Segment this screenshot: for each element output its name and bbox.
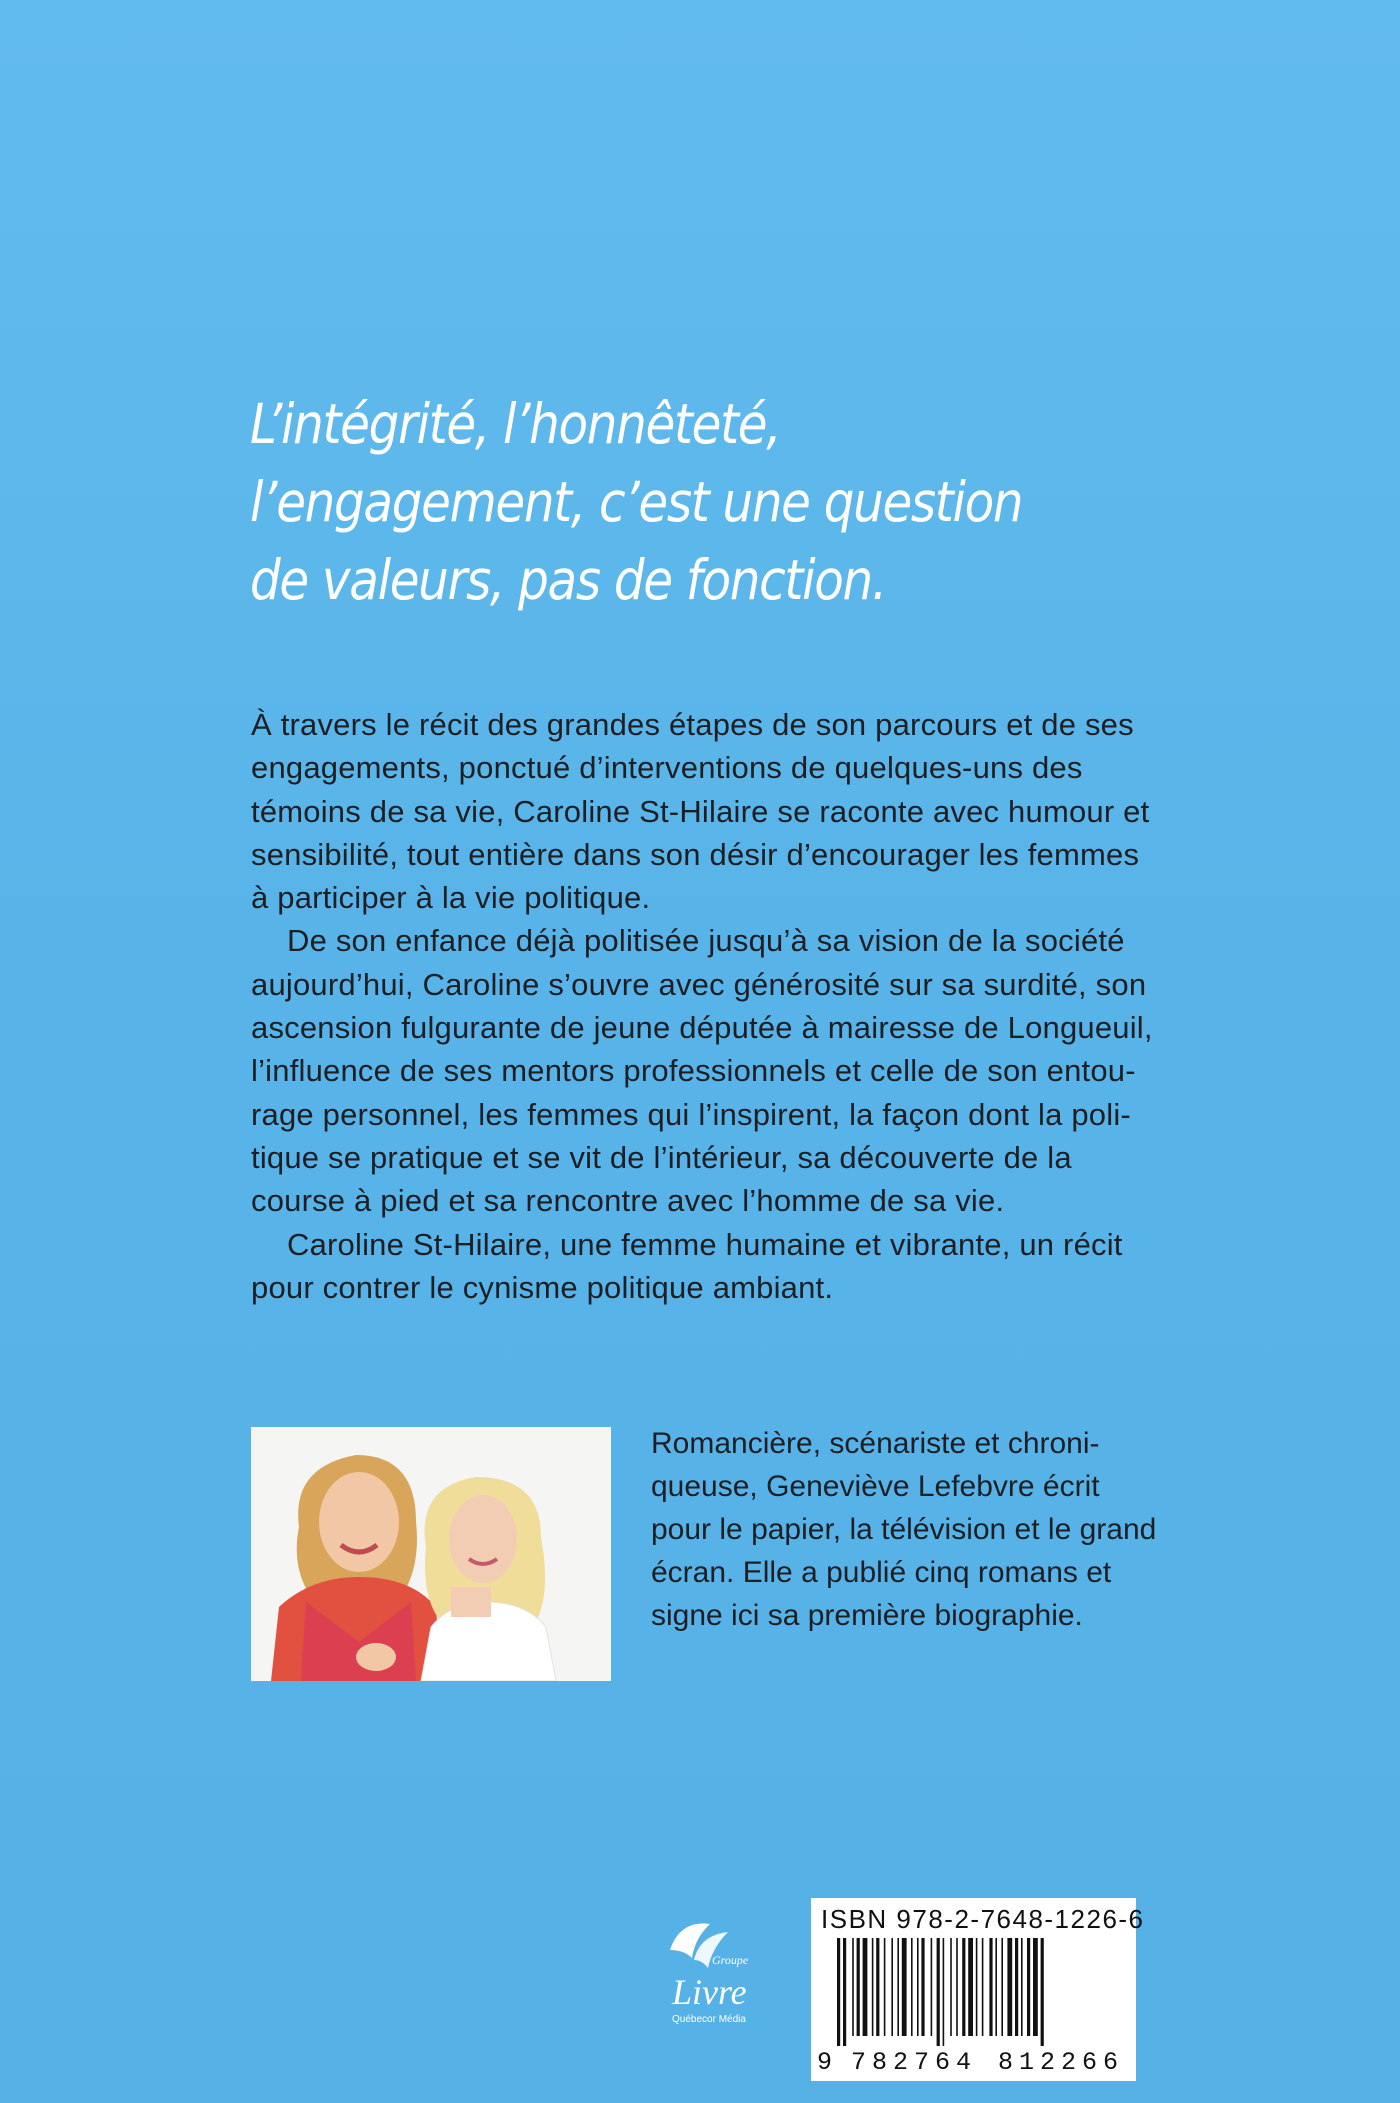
barcode-bar <box>1027 1938 1030 2036</box>
barcode-bar <box>1015 1938 1018 2036</box>
barcode-bar <box>956 1938 958 2036</box>
summary-paragraph-1 <box>251 703 1151 919</box>
barcode-bar <box>968 1938 973 2036</box>
barcode-bar <box>837 1938 840 2046</box>
publisher-logo <box>650 1910 770 2060</box>
barcode-digits: 782764 812266 <box>851 2048 1125 2077</box>
barcode-bar <box>995 1938 997 2036</box>
barcode-bar <box>962 1938 965 2036</box>
quote-line: l’engagement, c’est une question <box>250 470 1023 534</box>
publisher-line3: Québecor Média <box>672 2014 746 2025</box>
isbn-barcode <box>811 1898 1145 2081</box>
quote-line: L’intégrité, l’honnêteté, <box>250 392 781 456</box>
bio-line: pour le papier, la télévision et le grand <box>651 1513 1157 1546</box>
summary-line: tique se pratique et se vit de l’intérieur, sa découverte de la <box>251 1139 1072 1175</box>
barcode-bar <box>931 1938 933 2036</box>
barcode-bar <box>976 1938 978 2036</box>
barcode-bar <box>1041 1938 1044 2046</box>
barcode-bar <box>950 1938 952 2036</box>
barcode-bar <box>1007 1938 1012 2036</box>
barcode-bar <box>911 1938 913 2036</box>
publisher-logo-mark <box>650 1910 770 2060</box>
barcode-bar <box>937 1938 940 2046</box>
barcode-bar <box>917 1938 919 2036</box>
bio-line: queuse, Geneviève Lefebvre écrit <box>651 1470 1100 1503</box>
author-bio <box>651 1422 1171 1637</box>
summary-line: à participer à la vie politique. <box>251 880 651 916</box>
summary-line: témoins de sa vie, Caroline St-Hilaire se raconte avec humour et <box>251 793 1150 829</box>
summary-line: sensibilité, tout entière dans son désir d’encourager les femmes <box>251 836 1140 872</box>
barcode-icon <box>837 1938 1127 2046</box>
barcode-bar <box>1021 1938 1023 2036</box>
summary-line: l’influence de ses mentors professionnels et celle de son entou- <box>251 1053 1136 1089</box>
barcode-first-digit: 9 <box>817 2048 833 2077</box>
publisher-line2: Livre <box>672 1972 747 2012</box>
summary-line: À travers le récit des grandes étapes de son parcours et de ses <box>251 707 1134 742</box>
barcode-bar <box>843 1938 846 2046</box>
summary-line: pour contrer le cynisme politique ambiant. <box>251 1269 834 1305</box>
book-summary <box>251 703 1151 1309</box>
summary-paragraph-3 <box>251 1223 1151 1310</box>
publisher-line1: Groupe <box>712 1953 749 1967</box>
author-photo-illustration <box>251 1427 611 1681</box>
barcode-bar <box>852 1938 854 2036</box>
barcode-bar <box>891 1938 893 2036</box>
summary-line: Caroline St-Hilaire, une femme humaine et vibrante, un récit <box>287 1226 1123 1262</box>
bio-line: écran. Elle a publié cinq romans et <box>651 1556 1112 1589</box>
barcode-bar <box>943 1938 945 2046</box>
barcode-bar <box>1033 1938 1038 2036</box>
quote-line: de valeurs, pas de fonction. <box>250 548 886 612</box>
barcode-bar <box>1001 1938 1003 2036</box>
isbn-label: ISBN 978-2-7648-1226-6 <box>821 1904 1145 1934</box>
barcode-bar <box>884 1938 886 2036</box>
barcode-bar <box>989 1938 992 2036</box>
pull-quote <box>250 385 1086 619</box>
summary-line: De son enfance déjà politisée jusqu’à sa vision de la société <box>287 923 1125 959</box>
summary-paragraph-2 <box>251 919 1151 1222</box>
barcode-bar <box>902 1938 907 2036</box>
barcode-bar <box>863 1938 868 2036</box>
barcode-bar <box>982 1938 984 2036</box>
barcode-bar <box>921 1938 924 2036</box>
barcode-bar <box>857 1938 860 2036</box>
bio-line: signe ici sa première biographie. <box>651 1599 1083 1632</box>
summary-line: aujourd’hui, Caroline s’ouvre avec générosité sur sa surdité, son <box>251 966 1147 1002</box>
summary-line: engagements, ponctué d’interventions de quelques-uns des <box>251 750 1083 786</box>
barcode-bar <box>876 1938 879 2036</box>
summary-line: rage personnel, les femmes qui l’inspirent, la façon dont la poli- <box>251 1096 1131 1132</box>
barcode-bar <box>872 1938 874 2036</box>
author-photo <box>251 1427 611 1681</box>
summary-line: course à pied et sa rencontre avec l’homme de sa vie. <box>251 1183 1005 1219</box>
summary-line: ascension fulgurante de jeune députée à mairesse de Longueuil, <box>251 1010 1153 1046</box>
bio-line: Romancière, scénariste et chroni- <box>651 1427 1100 1460</box>
barcode-bar <box>897 1938 899 2036</box>
